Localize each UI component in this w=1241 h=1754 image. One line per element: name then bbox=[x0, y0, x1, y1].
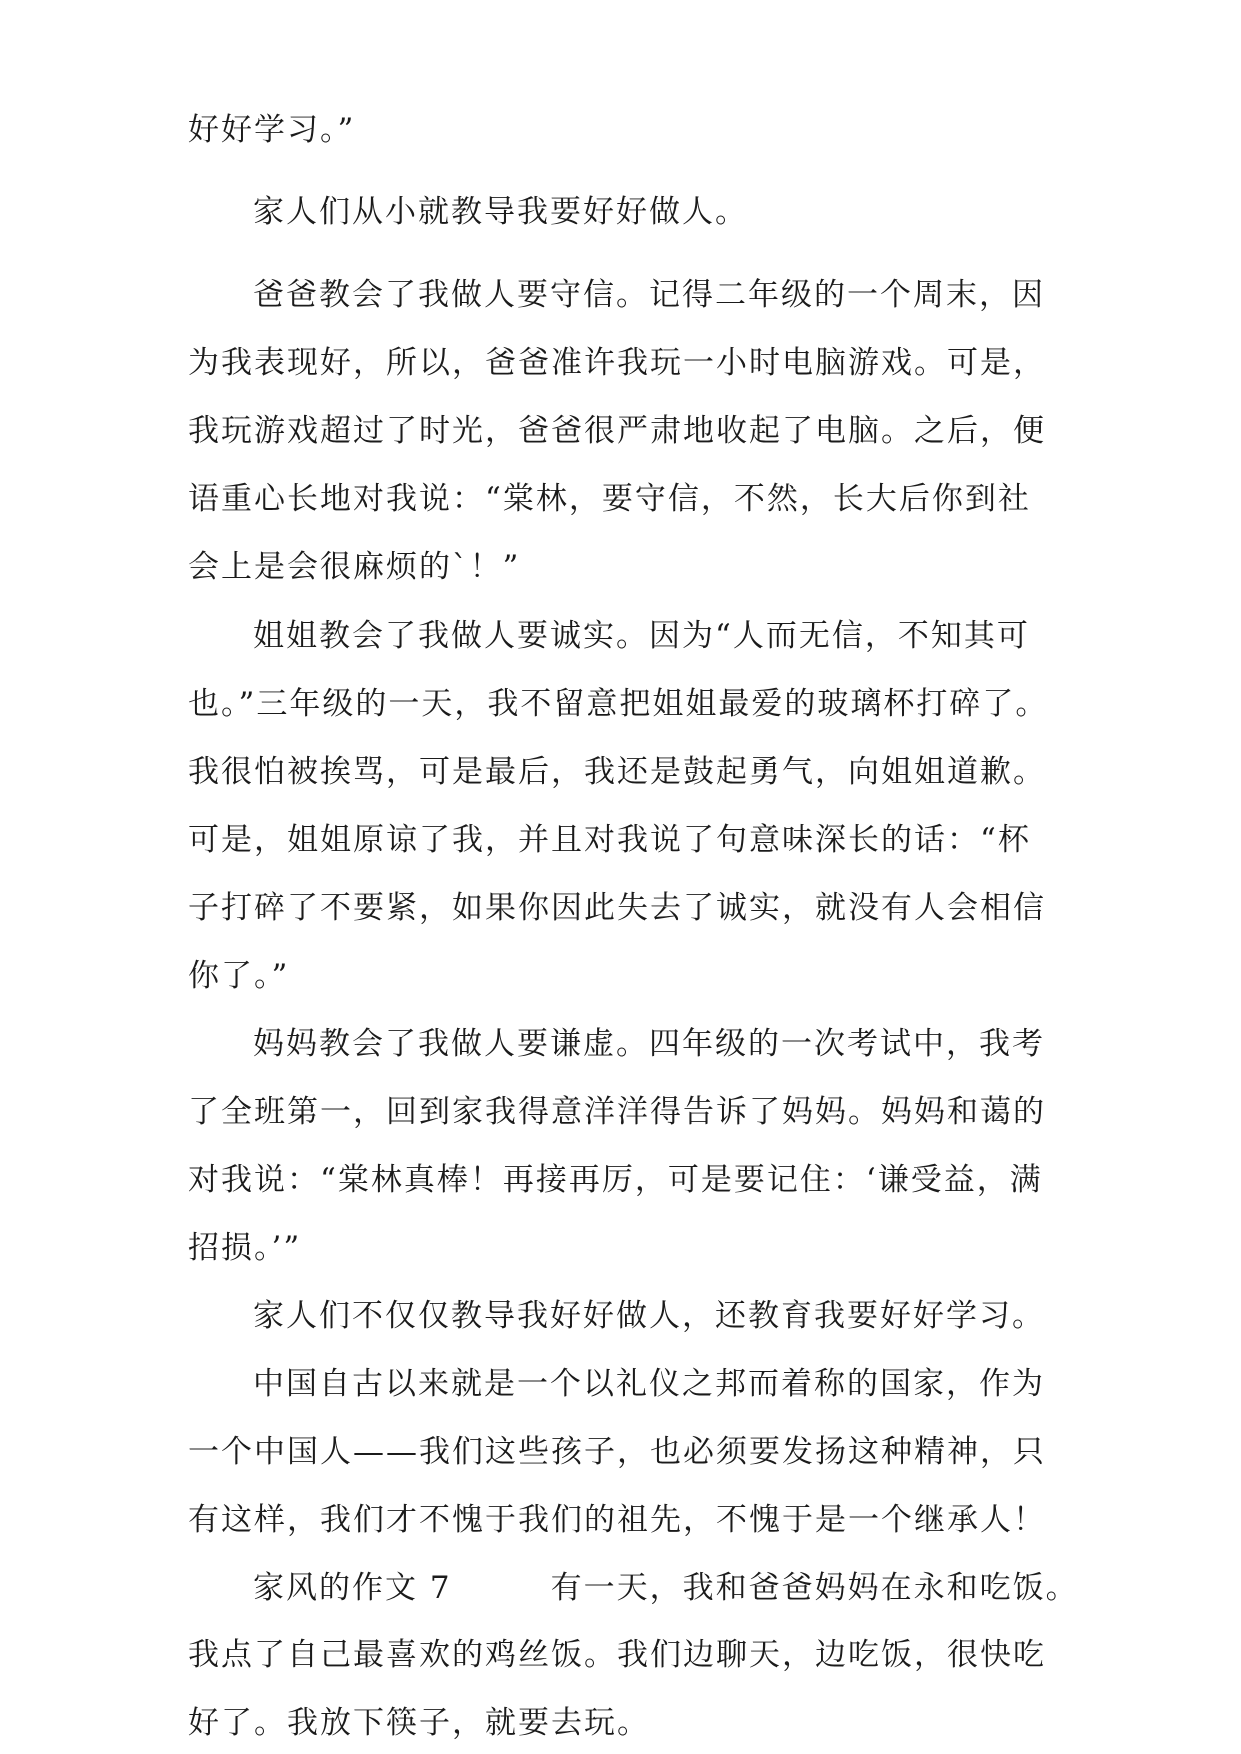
text-line: 会上是会很麻烦的`！” bbox=[188, 549, 521, 585]
text-line: 也。”三年级的一天，我不留意把姐姐最爱的玻璃杯打碎了。 bbox=[188, 686, 1049, 722]
text-line: 一个中国人——我们这些孩子，也必须要发扬这种精神，只 bbox=[188, 1434, 1046, 1470]
text-line: 好好学习。” bbox=[188, 112, 356, 148]
text-line: 爸爸教会了我做人要守信。记得二年级的一个周末，因 bbox=[253, 277, 1045, 313]
text-line: 妈妈教会了我做人要谦虚。四年级的一次考试中，我考 bbox=[253, 1026, 1045, 1062]
text-line: 我很怕被挨骂，可是最后，我还是鼓起勇气，向姐姐道歉。 bbox=[188, 754, 1046, 790]
text-line: 我点了自己最喜欢的鸡丝饭。我们边聊天，边吃饭，很快吃 bbox=[188, 1637, 1046, 1673]
text-line: 家人们不仅仅教导我好好做人，还教育我要好好学习。 bbox=[253, 1298, 1045, 1334]
text-line: 子打碎了不要紧，如果你因此失去了诚实，就没有人会相信 bbox=[188, 890, 1046, 926]
text-line: 中国自古以来就是一个以礼仪之邦而着称的国家，作为 bbox=[253, 1366, 1045, 1402]
text-line: 有这样，我们才不愧于我们的祖先，不愧于是一个继承人！ bbox=[188, 1502, 1046, 1538]
text-line: 招损。’” bbox=[188, 1230, 302, 1266]
text-line: 姐姐教会了我做人要诚实。因为“人而无信，不知其可 bbox=[253, 618, 1030, 654]
text-line: 好了。我放下筷子，就要去玩。 bbox=[188, 1705, 650, 1741]
text-line: 你了。” bbox=[188, 958, 290, 994]
text-line: 我玩游戏超过了时光，爸爸很严肃地收起了电脑。之后，便 bbox=[188, 413, 1046, 449]
text-line: 可是，姐姐原谅了我，并且对我说了句意味深长的话：“杯 bbox=[188, 822, 1031, 858]
text-line: 家风的作文 7 有一天，我和爸爸妈妈在永和吃饭。 bbox=[253, 1570, 1079, 1606]
text-line: 为我表现好，所以，爸爸准许我玩一小时电脑游戏。可是， bbox=[188, 345, 1046, 381]
text-line: 了全班第一，回到家我得意洋洋得告诉了妈妈。妈妈和蔼的 bbox=[188, 1094, 1046, 1130]
text-line: 对我说：“棠林真棒！再接再厉，可是要记住：‘谦受益，满 bbox=[188, 1162, 1043, 1198]
text-line: 家人们从小就教导我要好好做人。 bbox=[253, 194, 748, 230]
text-line: 语重心长地对我说：“棠林，要守信，不然，长大后你到社 bbox=[188, 481, 1031, 517]
